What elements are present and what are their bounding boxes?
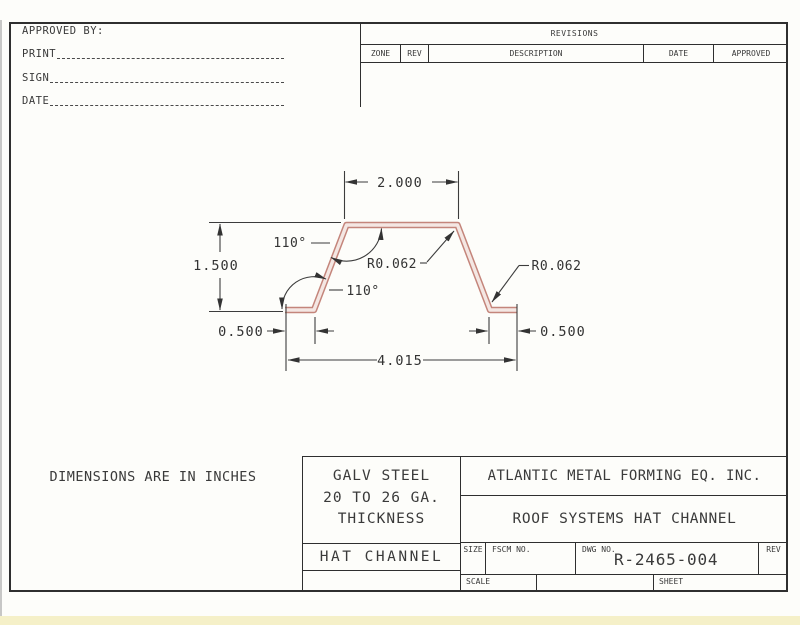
drawing-title-row [461, 496, 788, 543]
material-line-2: 20 TO 26 GA. [323, 489, 440, 506]
units-note: DIMENSIONS ARE IN INCHES [49, 469, 257, 485]
sheet-label: SHEET [659, 576, 684, 586]
revisions-header-row [360, 45, 788, 63]
sign-row [22, 71, 284, 84]
drawing-number-row [461, 543, 788, 575]
size-label: SIZE [461, 543, 486, 574]
company-row [461, 457, 788, 496]
dwg-label: DWG NO. [582, 544, 616, 554]
date-row [22, 94, 284, 107]
date-signature-line [50, 105, 284, 106]
revisions-table [360, 22, 788, 63]
dim-overall-width: 4.015 [377, 353, 423, 369]
col-approved: APPROVED [731, 49, 771, 58]
print-signature-line [57, 58, 284, 59]
col-zone: ZONE [361, 45, 401, 62]
drawing-title: ROOF SYSTEMS HAT CHANNEL [512, 510, 737, 527]
col-rev: REV [401, 45, 429, 62]
material-line-3: THICKNESS [337, 511, 426, 527]
print-row [22, 47, 284, 60]
material-spec [303, 466, 460, 531]
dim-height: 1.500 [193, 258, 239, 274]
paper-strip [0, 616, 800, 625]
col-description: DESCRIPTION [429, 45, 644, 62]
approval-block [22, 25, 284, 118]
title-block [460, 456, 788, 592]
radius-right-label: R0.062 [531, 259, 582, 274]
company-name: ATLANTIC METAL FORMING EQ. INC. [487, 467, 762, 484]
approval-heading: APPROVED BY: [22, 25, 104, 37]
sign-label: SIGN [22, 71, 50, 84]
rev-label: REV [766, 544, 781, 554]
drawing-number: R-2465-004 [614, 549, 719, 569]
date-label: DATE [22, 95, 50, 107]
radius-top-label: R0.062 [367, 257, 417, 272]
scan-edge-shadow [0, 20, 2, 620]
dim-flange-left: 0.500 [218, 324, 264, 340]
fscm-label: FSCM NO. [486, 543, 576, 574]
divider [303, 570, 460, 571]
dim-flange-right: 0.500 [540, 324, 586, 340]
dim-top-width: 2.000 [377, 175, 423, 191]
revisions-left-edge [360, 63, 361, 107]
col-date: DATE [644, 45, 714, 62]
sign-signature-line [50, 82, 284, 83]
part-name: HAT CHANNEL [319, 549, 444, 565]
material-line-1: GALV STEEL [332, 468, 431, 484]
print-label: PRINT [22, 48, 57, 60]
scale-sheet-row [461, 575, 788, 592]
material-box [302, 456, 460, 592]
angle-lower-label: 110° [346, 284, 380, 299]
dwg-cell [576, 543, 759, 574]
angle-upper-label: 110° [273, 236, 307, 251]
scale-label: SCALE [461, 575, 537, 592]
revisions-title: REVISIONS [360, 22, 788, 45]
scale-value-cell [537, 575, 654, 592]
